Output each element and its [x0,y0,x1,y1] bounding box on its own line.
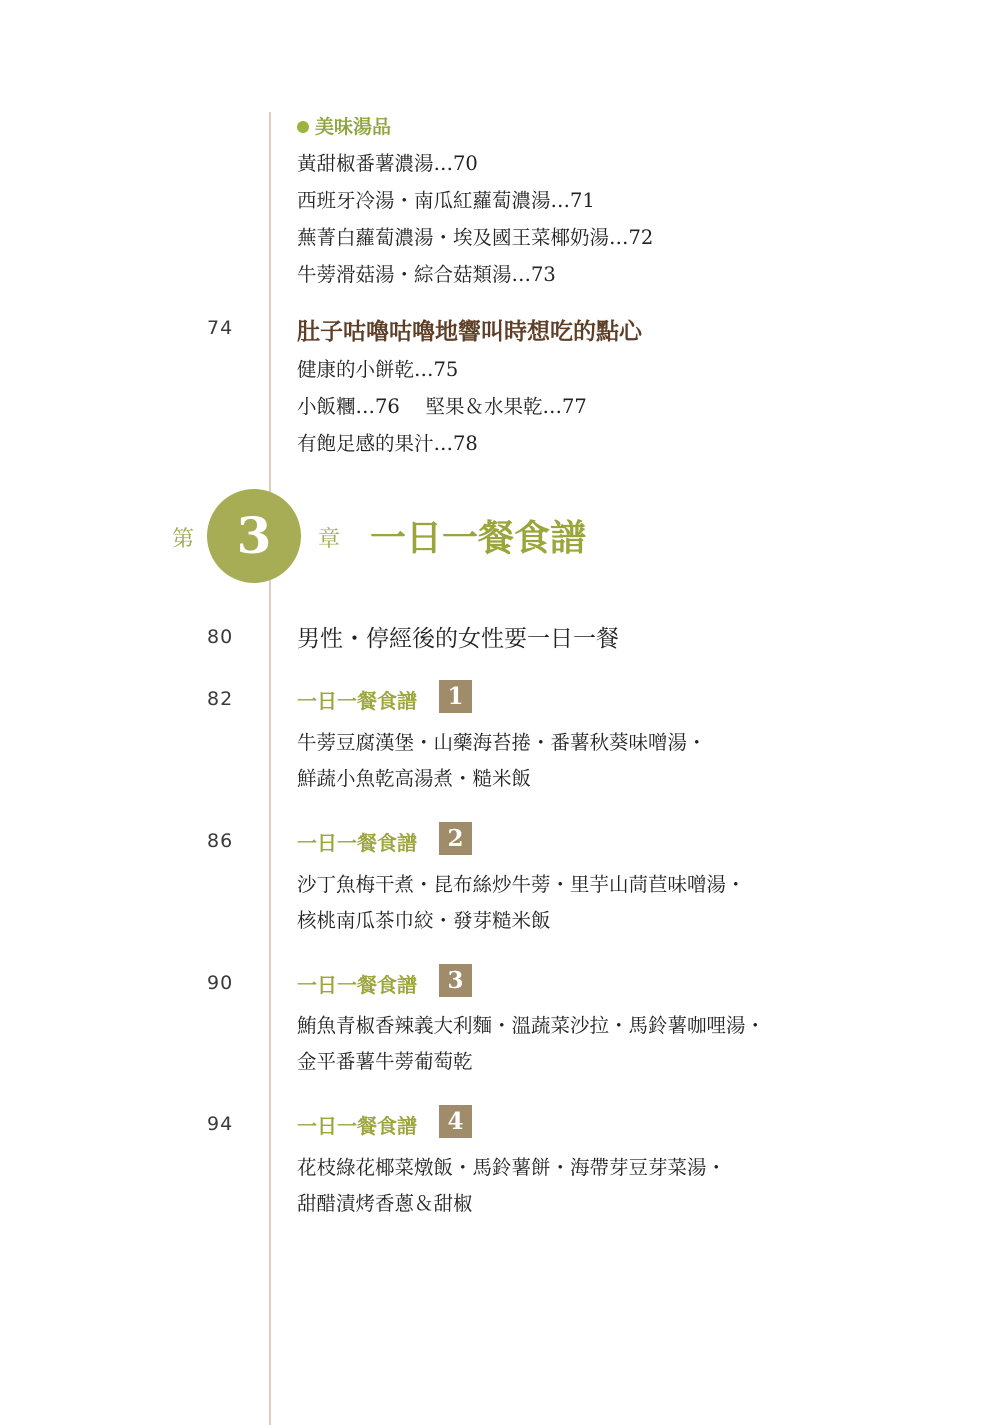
section-label-soups [297,112,391,139]
section-heading-snacks[interactable]: 肚子咕嚕咕嚕地響叫時想吃的點心 [297,319,642,345]
page-number: 86 [207,830,234,852]
toc-entry[interactable]: 小飯糰…76 堅果＆水果乾…77 [297,395,587,418]
recipe-line[interactable]: 甜醋漬烤香蔥＆甜椒 [297,1192,473,1215]
page-number: 74 [207,317,234,339]
toc-entry[interactable]: 牛蒡滑菇湯・綜合菇類湯…73 [297,263,556,286]
toc-entry[interactable]: 西班牙冷湯・南瓜紅蘿蔔濃湯…71 [297,189,595,212]
recipe-number-badge: 1 [439,680,472,713]
recipe-label[interactable]: 一日一餐食譜 [297,689,417,713]
toc-entry[interactable]: 蕪菁白蘿蔔濃湯・埃及國王菜椰奶湯…72 [297,226,654,249]
recipe-line[interactable]: 牛蒡豆腐漢堡・山藥海苔捲・番薯秋葵味噌湯・ [297,731,707,754]
recipe-number-badge: 2 [439,822,472,855]
recipe-number-badge: 4 [439,1105,472,1138]
chapter-suffix: 章 [318,527,341,552]
toc-entry[interactable]: 健康的小餅乾…75 [297,358,459,381]
page-number: 82 [207,688,234,710]
vertical-divider [269,112,271,1425]
toc-entry[interactable]: 黃甜椒番薯濃湯…70 [297,152,478,175]
recipe-number-badge: 3 [439,964,472,997]
recipe-line[interactable]: 金平番薯牛蒡葡萄乾 [297,1050,473,1073]
recipe-line[interactable]: 鮪魚青椒香辣義大利麵・溫蔬菜沙拉・馬鈴薯咖哩湯・ [297,1014,766,1037]
recipe-line[interactable]: 花枝綠花椰菜燉飯・馬鈴薯餅・海帶芽豆芽菜湯・ [297,1156,727,1179]
page-number: 90 [207,972,234,994]
recipe-line[interactable]: 核桃南瓜茶巾絞・發芽糙米飯 [297,909,551,932]
page-number: 94 [207,1113,234,1135]
bullet-dot-icon [297,121,309,133]
recipe-label[interactable]: 一日一餐食譜 [297,973,417,997]
chapter-title[interactable]: 一日一餐食譜 [370,518,587,559]
chapter-prefix: 第 [172,527,195,552]
toc-entry-intro[interactable]: 男性・停經後的女性要一日一餐 [297,626,619,652]
section-label-text: 美味湯品 [315,116,392,138]
toc-entry[interactable]: 有飽足感的果汁…78 [297,432,478,455]
recipe-label[interactable]: 一日一餐食譜 [297,831,417,855]
recipe-line[interactable]: 沙丁魚梅干煮・昆布絲炒牛蒡・里芋山茼苣味噌湯・ [297,873,746,896]
recipe-line[interactable]: 鮮蔬小魚乾高湯煮・糙米飯 [297,767,532,790]
recipe-label[interactable]: 一日一餐食譜 [297,1114,417,1138]
chapter-number: 3 [236,506,272,565]
page-number: 80 [207,626,234,648]
